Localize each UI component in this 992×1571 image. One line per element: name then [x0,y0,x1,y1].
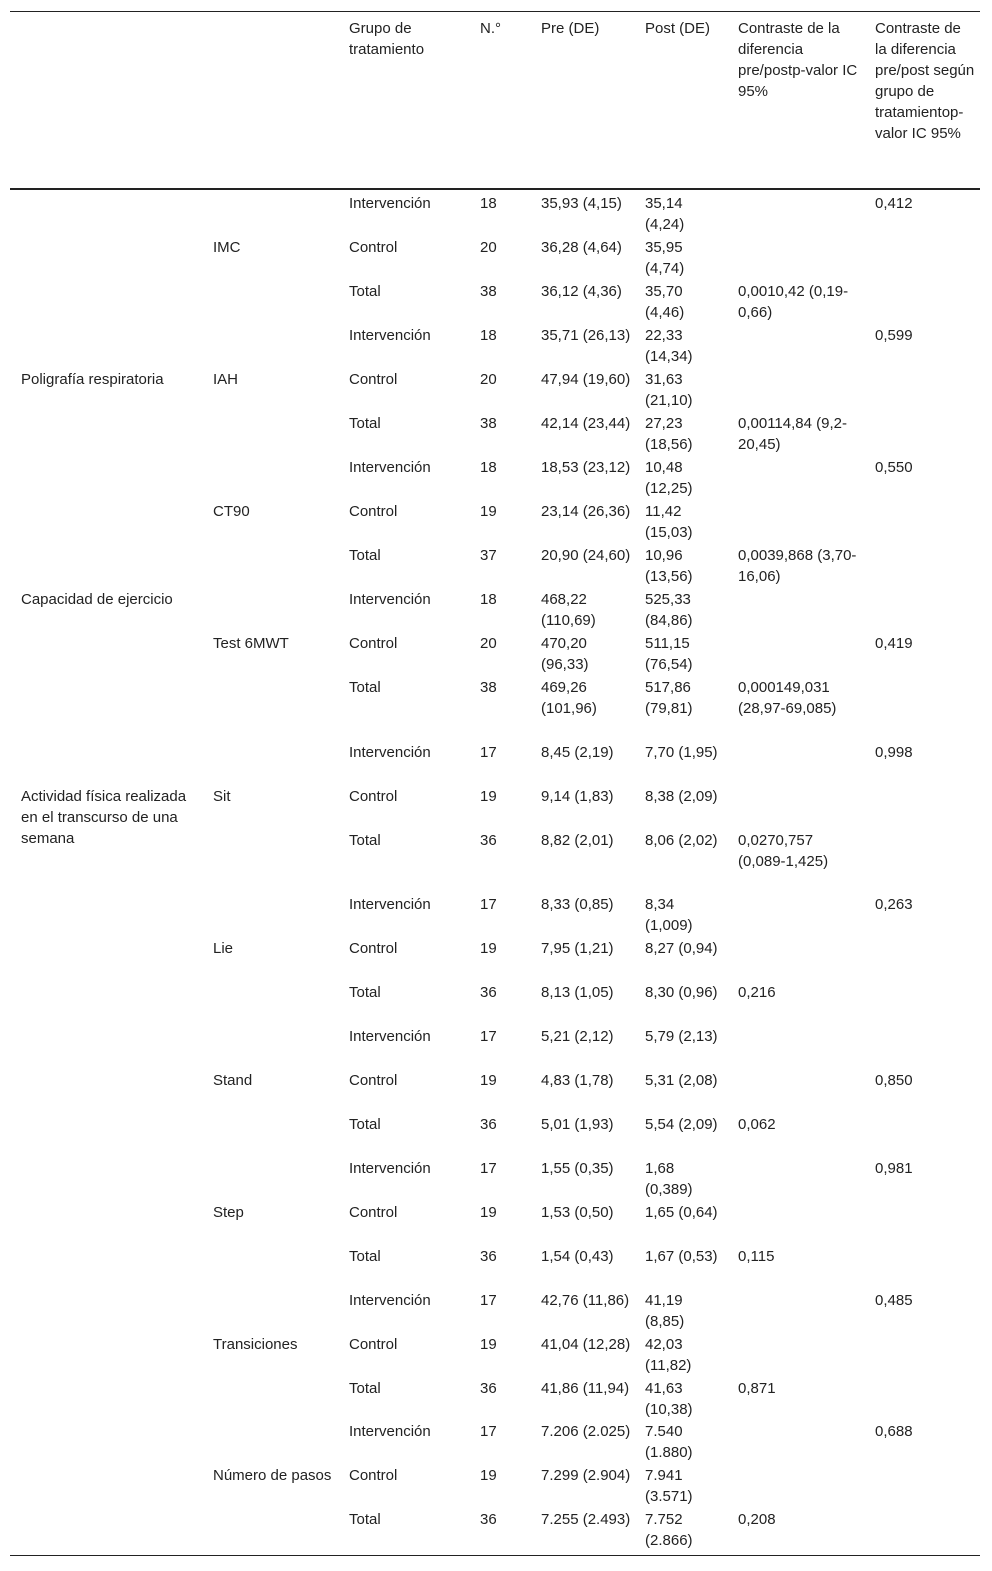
row-n: 19 [480,940,497,957]
row-group: Intervención [349,327,431,344]
header-n: N.° [480,20,501,37]
category-label: Actividad física realizada en el transcurso de una semana [21,788,187,847]
row-n: 18 [480,195,497,212]
row-pre: 18,53 (23,12) [541,459,631,476]
category-label: Capacidad de ejercicio [21,591,173,608]
row-pre: 469,26 (101,96) [541,679,597,717]
row-group: Control [349,788,398,805]
row-post: 525,33 (84,86) [645,591,693,629]
row-group: Intervención [349,195,431,212]
row-n: 19 [480,1336,497,1353]
row-pre: 35,93 (4,15) [541,195,622,212]
row-group: Total [349,1248,381,1265]
row-pre: 35,71 (26,13) [541,327,631,344]
header-group: Grupo de tratamiento [349,20,425,58]
row-post: 41,19 (8,85) [645,1292,685,1330]
row-contrast-prepost: 0,0010,42 (0,19-0,66) [738,283,849,321]
row-group: Control [349,239,398,256]
row-group: Intervención [349,459,431,476]
row-post: 1,65 (0,64) [645,1204,718,1221]
row-group: Control [349,371,398,388]
row-contrast-prepost: 0,871 [738,1380,776,1397]
variable-label: Transiciones [213,1336,298,1353]
row-post: 7.941 (3.571) [645,1467,693,1505]
row-post: 7.540 (1.880) [645,1423,693,1461]
row-post: 517,86 (79,81) [645,679,693,717]
row-pre: 42,14 (23,44) [541,415,631,432]
row-group: Total [349,1116,381,1133]
header-pre: Pre (DE) [541,20,600,37]
row-contrast-group: 0,850 [875,1072,913,1089]
row-n: 36 [480,1380,497,1397]
row-contrast-prepost: 0,00114,84 (9,2-20,45) [738,415,847,453]
row-contrast-group: 0,412 [875,195,913,212]
row-n: 17 [480,1160,497,1177]
row-group: Total [349,415,381,432]
row-group: Total [349,283,381,300]
table-bottom-rule [10,1555,980,1556]
row-pre: 23,14 (26,36) [541,503,631,520]
row-contrast-prepost: 0,115 [738,1248,775,1265]
header-post: Post (DE) [645,20,711,37]
row-n: 36 [480,1511,497,1528]
row-pre: 468,22 (110,69) [541,591,596,629]
row-n: 36 [480,984,497,1001]
row-contrast-group: 0,688 [875,1423,913,1440]
row-pre: 7.206 (2.025) [541,1423,631,1440]
row-n: 18 [480,327,497,344]
variable-label: Stand [213,1072,253,1089]
row-post: 41,63 (10,38) [645,1380,693,1418]
row-contrast-prepost: 0,0270,757 (0,089-1,425) [738,832,829,870]
row-n: 36 [480,1116,497,1133]
row-contrast-prepost: 0,208 [738,1511,776,1528]
row-n: 37 [480,547,497,564]
row-contrast-group: 0,599 [875,327,913,344]
row-pre: 4,83 (1,78) [541,1072,614,1089]
row-contrast-prepost: 0,0039,868 (3,70-16,06) [738,547,857,585]
variable-label: Número de pasos [213,1467,332,1484]
variable-label: CT90 [213,503,250,520]
row-post: 8,06 (2,02) [645,832,718,849]
row-n: 20 [480,371,497,388]
row-group: Control [349,1204,398,1221]
row-group: Total [349,679,381,696]
row-contrast-prepost: 0,062 [738,1116,776,1133]
row-pre: 8,82 (2,01) [541,832,614,849]
row-post: 5,31 (2,08) [645,1072,718,1089]
row-pre: 7.255 (2.493) [541,1511,631,1528]
row-n: 19 [480,503,497,520]
row-n: 19 [480,1204,497,1221]
row-group: Intervención [349,1423,431,1440]
row-n: 19 [480,788,497,805]
header-rule [10,188,980,190]
row-n: 17 [480,896,497,913]
row-pre: 20,90 (24,60) [541,547,631,564]
row-post: 7,70 (1,95) [645,744,718,761]
row-group: Intervención [349,744,431,761]
row-contrast-prepost: 0,000149,031 (28,97-69,085) [738,679,837,717]
row-pre: 36,12 (4,36) [541,283,622,300]
row-pre: 1,53 (0,50) [541,1204,614,1221]
row-group: Total [349,1511,381,1528]
row-pre: 42,76 (11,86) [541,1292,630,1309]
row-n: 18 [480,591,497,608]
row-post: 8,34 (1,009) [645,896,693,934]
row-n: 19 [480,1467,497,1484]
row-post: 42,03 (11,82) [645,1336,692,1374]
row-n: 17 [480,1028,497,1045]
row-contrast-group: 0,263 [875,896,913,913]
row-n: 17 [480,1292,497,1309]
row-group: Intervención [349,1028,431,1045]
row-pre: 8,45 (2,19) [541,744,614,761]
header-contrast-prepost: Contraste de la diferencia pre/postp-valor IC 95% [738,20,858,100]
row-post: 7.752 (2.866) [645,1511,693,1549]
row-post: 1,67 (0,53) [645,1248,718,1265]
row-group: Total [349,1380,381,1397]
row-post: 5,54 (2,09) [645,1116,718,1133]
row-group: Control [349,1072,398,1089]
row-pre: 47,94 (19,60) [541,371,631,388]
row-pre: 41,04 (12,28) [541,1336,631,1353]
row-post: 5,79 (2,13) [645,1028,718,1045]
row-post: 31,63 (21,10) [645,371,693,409]
row-contrast-group: 0,485 [875,1292,913,1309]
row-pre: 9,14 (1,83) [541,788,614,805]
header-contrast-group: Contraste de la diferencia pre/post según grupo de tratamientop-valor IC 95% [875,20,975,142]
row-n: 38 [480,415,497,432]
variable-label: Sit [213,788,231,805]
row-post: 1,68 (0,389) [645,1160,693,1198]
row-group: Control [349,503,398,520]
variable-label: Test 6MWT [213,635,289,652]
row-group: Intervención [349,1160,431,1177]
variable-label: Lie [213,940,234,957]
row-n: 38 [480,679,497,696]
row-post: 35,70 (4,46) [645,283,685,321]
row-post: 8,27 (0,94) [645,940,718,957]
variable-label: Step [213,1204,244,1221]
row-pre: 5,21 (2,12) [541,1028,614,1045]
row-post: 35,95 (4,74) [645,239,685,277]
row-post: 10,48 (12,25) [645,459,693,497]
row-n: 17 [480,744,497,761]
row-pre: 8,13 (1,05) [541,984,614,1001]
variable-label: IMC [213,239,241,256]
row-contrast-prepost: 0,216 [738,984,776,1001]
row-group: Total [349,984,381,1001]
row-pre: 1,55 (0,35) [541,1160,614,1177]
row-group: Intervención [349,591,431,608]
row-n: 20 [480,635,497,652]
row-post: 8,30 (0,96) [645,984,718,1001]
row-post: 27,23 (18,56) [645,415,693,453]
row-n: 19 [480,1072,497,1089]
row-post: 22,33 (14,34) [645,327,693,365]
variable-label: IAH [213,371,239,388]
row-pre: 1,54 (0,43) [541,1248,614,1265]
row-n: 36 [480,832,497,849]
row-pre: 5,01 (1,93) [541,1116,614,1133]
category-label: Poligrafía respiratoria [21,371,164,388]
row-pre: 7,95 (1,21) [541,940,614,957]
row-contrast-group: 0,419 [875,635,913,652]
row-group: Intervención [349,1292,431,1309]
row-post: 10,96 (13,56) [645,547,693,585]
row-pre: 36,28 (4,64) [541,239,622,256]
row-pre: 41,86 (11,94) [541,1380,630,1397]
row-group: Total [349,832,381,849]
row-pre: 8,33 (0,85) [541,896,614,913]
row-contrast-group: 0,998 [875,744,913,761]
row-post: 11,42 (15,03) [645,503,693,541]
row-group: Control [349,940,398,957]
row-group: Intervención [349,896,431,913]
row-post: 8,38 (2,09) [645,788,718,805]
row-group: Control [349,1467,398,1484]
row-pre: 7.299 (2.904) [541,1467,631,1484]
row-contrast-group: 0,550 [875,459,913,476]
row-post: 511,15 (76,54) [645,635,693,673]
row-n: 18 [480,459,497,476]
row-pre: 470,20 (96,33) [541,635,589,673]
row-post: 35,14 (4,24) [645,195,685,233]
row-n: 36 [480,1248,497,1265]
row-group: Control [349,1336,398,1353]
row-n: 17 [480,1423,497,1440]
row-contrast-group: 0,981 [875,1160,913,1177]
row-group: Control [349,635,398,652]
table-top-rule [10,11,980,12]
row-n: 38 [480,283,497,300]
row-group: Total [349,547,381,564]
row-n: 20 [480,239,497,256]
